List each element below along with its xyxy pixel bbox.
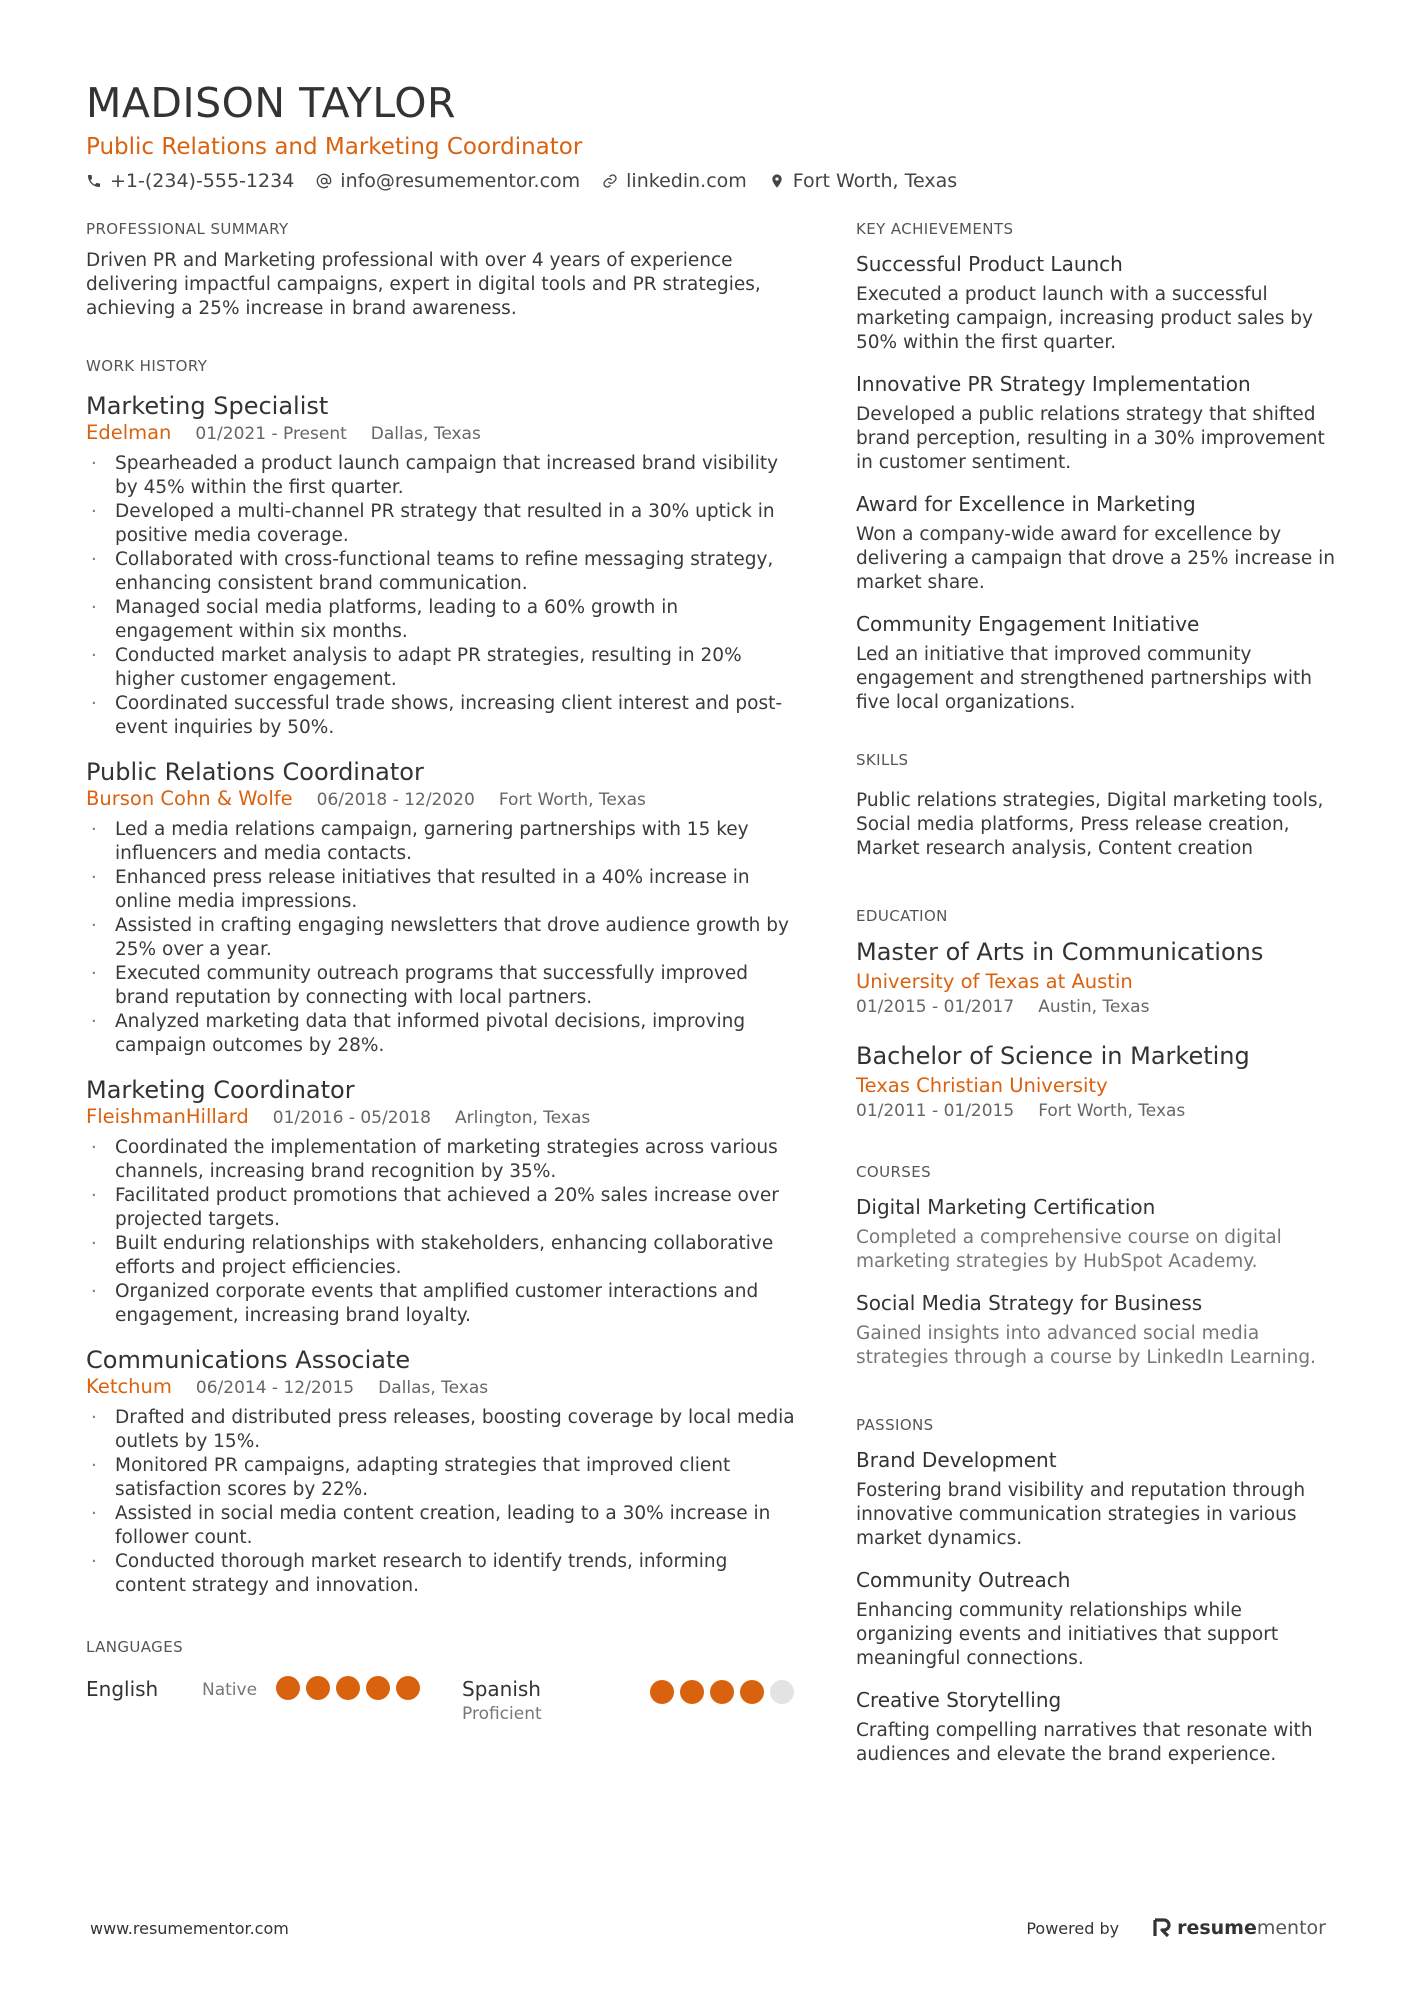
- rating-dot: [306, 1676, 330, 1700]
- job-meta: [86, 787, 798, 812]
- passion-desc: Fostering brand visibility and reputation through innovative communication strategies in various market dynamics.: [856, 1480, 1306, 1549]
- candidate-name: MADISON TAYLOR: [86, 79, 456, 127]
- rating-dot: [396, 1676, 420, 1700]
- contact-email[interactable]: [316, 167, 580, 195]
- job-location: Fort Worth, Texas: [498, 790, 646, 810]
- job-dates: 06/2014 - 12/2015: [195, 1378, 355, 1398]
- language-item: [86, 1676, 462, 1726]
- logo-mark-icon: [1153, 1918, 1171, 1938]
- passion-title: Community Outreach: [856, 1568, 1071, 1592]
- rating-dot: [770, 1680, 794, 1704]
- job-bullets: [86, 1406, 798, 1598]
- education-item: [856, 937, 1336, 1019]
- job-bullet: · Monitored PR campaigns, adapting strategies that improved client satisfaction scores by 22%.: [86, 1454, 798, 1502]
- left-column: [86, 218, 798, 1726]
- job-bullets: [86, 452, 798, 740]
- location-pin-icon: [769, 173, 785, 189]
- language-level: Native: [202, 1680, 258, 1700]
- course-item: [856, 1194, 1336, 1274]
- job-entry: [86, 391, 798, 740]
- job-entry: [86, 1075, 798, 1328]
- powered-by-label: Powered by: [1026, 1918, 1120, 1938]
- course-title: Social Media Strategy for Business: [856, 1291, 1203, 1315]
- language-item: [462, 1676, 798, 1726]
- email-text[interactable]: info@resumementor.com: [340, 170, 581, 192]
- achievements-section: [856, 218, 1336, 715]
- job-bullet: · Drafted and distributed press releases, boosting coverage by local media outlets by 15%.: [86, 1406, 798, 1454]
- job-bullet: · Conducted market analysis to adapt PR strategies, resulting in 20% higher customer engagement.: [86, 644, 798, 692]
- language-name: English: [86, 1677, 159, 1701]
- contact-location: [769, 167, 957, 195]
- languages-section: [86, 1636, 798, 1726]
- logo-text-light: mentor: [1256, 1917, 1326, 1939]
- education-school: Texas Christian University: [856, 1074, 1108, 1097]
- job-dates: 01/2016 - 05/2018: [272, 1108, 431, 1128]
- passion-desc: Enhancing community relationships while organizing events and initiatives that support meaningful connections.: [856, 1600, 1279, 1669]
- course-item: [856, 1290, 1336, 1370]
- education-meta: [856, 995, 1336, 1019]
- job-entry: [86, 1345, 798, 1598]
- resume-header: [86, 78, 1326, 195]
- achievement-title: Innovative PR Strategy Implementation: [856, 372, 1251, 396]
- achievement-desc: Executed a product launch with a successful marketing campaign, increasing product sales by 50% within the first quarter.: [856, 284, 1313, 353]
- achievements-heading: KEY ACHIEVEMENTS: [856, 220, 1014, 238]
- achievement-desc: Developed a public relations strategy that shifted brand perception, resulting in a 30% improvement in customer sentiment.: [856, 404, 1325, 473]
- skills-section: [856, 749, 1336, 861]
- rating-dot: [336, 1676, 360, 1700]
- passion-title: Brand Development: [856, 1448, 1057, 1472]
- courses-section: [856, 1161, 1336, 1370]
- passions-heading: PASSIONS: [856, 1416, 934, 1434]
- location-text: Fort Worth, Texas: [792, 170, 958, 192]
- job-bullet: · Built enduring relationships with stakeholders, enhancing collaborative efforts and project efficiencies.: [86, 1232, 798, 1280]
- rating-dot: [276, 1676, 300, 1700]
- passion-item: [856, 1447, 1336, 1551]
- education-degree: Bachelor of Science in Marketing: [856, 1042, 1250, 1070]
- education-dates: 01/2011 - 01/2015: [856, 1101, 1015, 1121]
- language-name: Spanish: [462, 1677, 541, 1701]
- job-bullet: · Coordinated the implementation of marketing strategies across various channels, increasing brand recognition by 35%.: [86, 1136, 798, 1184]
- achievement-title: Award for Excellence in Marketing: [856, 492, 1196, 516]
- language-name-block: [462, 1676, 650, 1726]
- rating-dot: [680, 1680, 704, 1704]
- resumementor-logo[interactable]: [1153, 1917, 1326, 1939]
- footer-website[interactable]: www.resumementor.com: [90, 1918, 289, 1938]
- job-bullet: · Developed a multi-channel PR strategy that resulted in a 30% uptick in positive media coverage.: [86, 500, 798, 548]
- job-location: Dallas, Texas: [378, 1378, 489, 1398]
- achievement-item: [856, 371, 1336, 475]
- passion-title: Creative Storytelling: [856, 1688, 1062, 1712]
- candidate-title: Public Relations and Marketing Coordinator: [86, 134, 583, 160]
- right-column: [856, 218, 1336, 1767]
- phone-icon: [86, 173, 102, 189]
- achievement-title: Successful Product Launch: [856, 252, 1123, 276]
- contact-phone: [86, 167, 294, 195]
- job-title: Communications Associate: [86, 1346, 411, 1374]
- job-company: Burson Cohn & Wolfe: [86, 787, 293, 810]
- job-bullet: · Assisted in social media content creation, leading to a 30% increase in follower count.: [86, 1502, 798, 1550]
- passion-item: [856, 1567, 1336, 1671]
- skills-text: Public relations strategies, Digital marketing tools, Social media platforms, Press release creation, Market research analysis, Content creation: [856, 790, 1324, 859]
- course-desc: Completed a comprehensive course on digital marketing strategies by HubSpot Academy.: [856, 1227, 1282, 1272]
- education-location: Austin, Texas: [1038, 997, 1150, 1017]
- job-bullet: · Enhanced press release initiatives that resulted in a 40% increase in online media impressions.: [86, 866, 798, 914]
- phone-text: +1-(234)-555-1234: [110, 170, 295, 192]
- job-dates: 01/2021 - Present: [195, 424, 347, 444]
- job-company: FleishmanHillard: [86, 1105, 249, 1128]
- job-title: Marketing Coordinator: [86, 1076, 355, 1104]
- language-level: Proficient: [462, 1704, 542, 1724]
- job-meta: [86, 1105, 798, 1130]
- language-rating: [650, 1680, 794, 1704]
- job-meta: [86, 1375, 798, 1400]
- courses-heading: COURSES: [856, 1163, 932, 1181]
- job-bullet: · Facilitated product promotions that achieved a 20% sales increase over projected targets.: [86, 1184, 798, 1232]
- contact-row: [86, 167, 1326, 195]
- passion-item: [856, 1687, 1336, 1767]
- logo-text-bold: resume: [1177, 1917, 1257, 1939]
- course-title: Digital Marketing Certification: [856, 1195, 1156, 1219]
- job-bullet: · Conducted thorough market research to identify trends, informing content strategy and innovation.: [86, 1550, 798, 1598]
- education-item: [856, 1041, 1336, 1123]
- page-footer: [90, 1917, 1326, 1939]
- job-bullets: [86, 818, 798, 1058]
- education-degree: Master of Arts in Communications: [856, 938, 1264, 966]
- job-company: Ketchum: [86, 1375, 172, 1398]
- rating-dot: [650, 1680, 674, 1704]
- contact-linkedin[interactable]: [602, 167, 747, 195]
- education-heading: EDUCATION: [856, 907, 948, 925]
- education-location: Fort Worth, Texas: [1038, 1101, 1186, 1121]
- achievement-item: [856, 491, 1336, 595]
- education-meta: [856, 1099, 1336, 1123]
- job-company: Edelman: [86, 421, 172, 444]
- job-title: Public Relations Coordinator: [86, 758, 424, 786]
- job-bullet: · Organized corporate events that amplified customer interactions and engagement, increasing brand loyalty.: [86, 1280, 798, 1328]
- language-rating: [276, 1676, 420, 1700]
- passions-section: [856, 1414, 1336, 1767]
- at-icon: [316, 173, 332, 189]
- education-school: University of Texas at Austin: [856, 970, 1133, 993]
- job-location: Dallas, Texas: [370, 424, 481, 444]
- job-dates: 06/2018 - 12/2020: [316, 790, 475, 810]
- achievement-item: [856, 611, 1336, 715]
- job-bullet: · Coordinated successful trade shows, increasing client interest and post-event inquiries by 50%.: [86, 692, 798, 740]
- languages-row: [86, 1676, 798, 1726]
- link-icon: [602, 173, 618, 189]
- achievement-desc: Won a company-wide award for excellence by delivering a campaign that drove a 25% increase in market share.: [856, 524, 1336, 593]
- rating-dot: [366, 1676, 390, 1700]
- summary-heading: PROFESSIONAL SUMMARY: [86, 220, 289, 238]
- job-location: Arlington, Texas: [455, 1108, 591, 1128]
- rating-dot: [710, 1680, 734, 1704]
- achievement-item: [856, 251, 1336, 355]
- job-bullet: · Executed community outreach programs that successfully improved brand reputation by connecting with local partners.: [86, 962, 798, 1010]
- achievement-desc: Led an initiative that improved community engagement and strengthened partnerships with five local organizations.: [856, 644, 1312, 713]
- skills-heading: SKILLS: [856, 751, 909, 769]
- job-bullet: · Assisted in crafting engaging newsletters that drove audience growth by 25% over a year.: [86, 914, 798, 962]
- job-bullet: · Spearheaded a product launch campaign that increased brand visibility by 45% within the first quarter.: [86, 452, 798, 500]
- summary-text: Driven PR and Marketing professional with over 4 years of experience delivering impactful campaigns, expert in digital tools and PR strategies, achieving a 25% increase in brand awareness.: [86, 250, 761, 319]
- job-bullets: [86, 1136, 798, 1328]
- job-title: Marketing Specialist: [86, 392, 329, 420]
- job-bullet: · Managed social media platforms, leading to a 60% growth in engagement within six months.: [86, 596, 798, 644]
- education-section: [856, 905, 1336, 1123]
- linkedin-text[interactable]: linkedin.com: [626, 170, 747, 192]
- work-section: [86, 355, 798, 1598]
- job-bullet: · Analyzed marketing data that informed pivotal decisions, improving campaign outcomes by 28%.: [86, 1010, 798, 1058]
- job-bullet: · Led a media relations campaign, garnering partnerships with 15 key influencers and media contacts.: [86, 818, 798, 866]
- summary-section: [86, 218, 798, 321]
- job-meta: [86, 421, 798, 446]
- rating-dot: [740, 1680, 764, 1704]
- languages-heading: LANGUAGES: [86, 1638, 184, 1656]
- course-desc: Gained insights into advanced social media strategies through a course by LinkedIn Learning.: [856, 1323, 1316, 1368]
- education-dates: 01/2015 - 01/2017: [856, 997, 1015, 1017]
- passion-desc: Crafting compelling narratives that resonate with audiences and elevate the brand experience.: [856, 1720, 1313, 1765]
- work-heading: WORK HISTORY: [86, 357, 208, 375]
- job-bullet: · Collaborated with cross-functional teams to refine messaging strategy, enhancing consistent brand communication.: [86, 548, 798, 596]
- achievement-title: Community Engagement Initiative: [856, 612, 1200, 636]
- powered-by: [1026, 1917, 1326, 1939]
- job-entry: [86, 757, 798, 1058]
